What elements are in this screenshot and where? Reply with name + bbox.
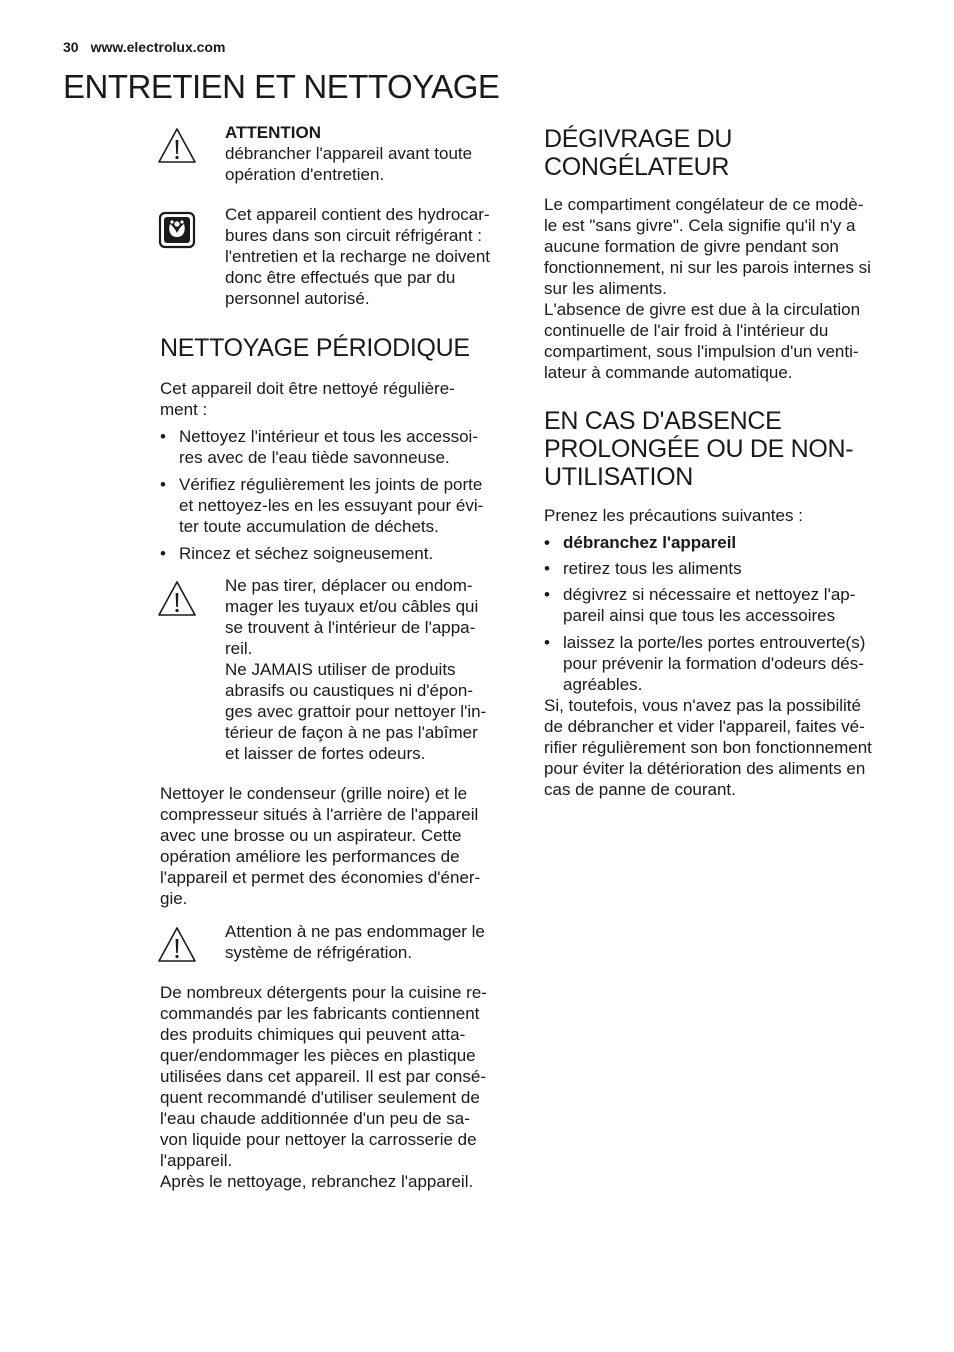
warning-icon	[157, 925, 197, 965]
attention-note	[160, 122, 515, 185]
absence-list	[544, 532, 899, 695]
warning-icon	[157, 579, 197, 619]
attention-text: débrancher l'appareil avant toute opération d'entretien.	[225, 144, 473, 184]
list-item: • Vérifiez régulièrement les joints de porte et nettoyez-les en les essuyant pour évi- ter toute accumulation de déchets.	[160, 474, 515, 537]
warning-note-refrigeration	[160, 921, 515, 963]
defrosting-text: Le compartiment congélateur de ce modè- le est "sans givre". Cela signifie qu'il n'y a aucune formation de givre pendant son fonctionnement, ni sur les parois internes si sur les aliments. L'absence de givre est due à la circulation continuelle de l'air froid à l'intérieur du compartiment, sous l'impulsion d'un venti- lateur à commande automatique.	[544, 195, 871, 382]
environment-note	[160, 204, 515, 309]
page-title: ENTRETIEN ET NETTOYAGE	[63, 68, 500, 105]
list-item: • dégivrez si nécessaire et nettoyez l'ap- pareil ainsi que tous les accessoires	[544, 584, 899, 626]
periodic-cleaning-list	[160, 426, 515, 564]
warning-pipes-text: Ne pas tirer, déplacer ou endom- mager les tuyaux et/ou câbles qui se trouvent à l'intérieur de l'appa- reil. Ne JAMAIS utiliser de produits abrasifs ou caustiques ni d'épon- ges avec grattoir pour nettoyer l'in- térieur de façon à ne pas l'abîmer et laisser de fortes odeurs.	[225, 576, 487, 763]
environment-icon	[157, 210, 197, 250]
absence-outro: Si, toutefois, vous n'avez pas la possibilité de débrancher et vider l'appareil, faites vé- rifier régulièrement son bon fonctionnement pour éviter la détérioration des aliments en cas de panne de courant.	[544, 696, 872, 799]
list-item: • retirez tous les aliments	[544, 558, 899, 579]
section-title-periodic-cleaning: NETTOYAGE PÉRIODIQUE	[160, 334, 470, 362]
detergents-paragraph: De nombreux détergents pour la cuisine re- commandés par les fabricants contiennent des produits chimiques qui peuvent atta- quer/endommager les pièces en plastique utilisées dans cet appareil. Il est par consé- quent recommandé d'utiliser seulement de l'eau chaude additionnée d'un peu de sa- von liquide pour nettoyer la carrosserie de l'appareil. Après le nettoyage, rebranchez l'appareil.	[160, 983, 487, 1191]
absence-intro: Prenez les précautions suivantes :	[544, 506, 803, 525]
list-item: • Rincez et séchez soigneusement.	[160, 543, 515, 564]
list-item: • laissez la porte/les portes entrouverte(s) pour prévenir la formation d'odeurs dés- agréables.	[544, 632, 899, 695]
page-number: 30	[63, 39, 79, 55]
website-url: www.electrolux.com	[90, 39, 226, 55]
attention-heading: ATTENTION	[225, 123, 322, 142]
left-column	[160, 122, 515, 1192]
condenser-paragraph: Nettoyer le condenseur (grille noire) et le compresseur situés à l'arrière de l'appareil avec une brosse ou un aspirateur. Cette opération améliore les performances de l'appareil et permet des économies d'éner- gie.	[160, 784, 481, 908]
list-item: • Nettoyez l'intérieur et tous les accessoi- res avec de l'eau tiède savonneuse.	[160, 426, 515, 468]
environment-text: Cet appareil contient des hydrocar- bures dans son circuit réfrigérant : l'entretien et la recharge ne doivent donc être effectués que par du personnel autorisé.	[225, 205, 491, 308]
warning-refrigeration-text: Attention à ne pas endommager le système de réfrigération.	[225, 922, 485, 962]
warning-note-pipes	[160, 575, 515, 764]
list-item: • débranchez l'appareil	[544, 532, 899, 553]
periodic-cleaning-intro: Cet appareil doit être nettoyé régulière- ment :	[160, 379, 455, 419]
warning-icon	[157, 126, 197, 166]
page-header	[63, 39, 225, 55]
section-title-absence: EN CAS D'ABSENCE PROLONGÉE OU DE NON- UTILISATION	[544, 407, 854, 491]
right-column	[544, 122, 899, 800]
section-title-defrosting: DÉGIVRAGE DU CONGÉLATEUR	[544, 125, 733, 181]
